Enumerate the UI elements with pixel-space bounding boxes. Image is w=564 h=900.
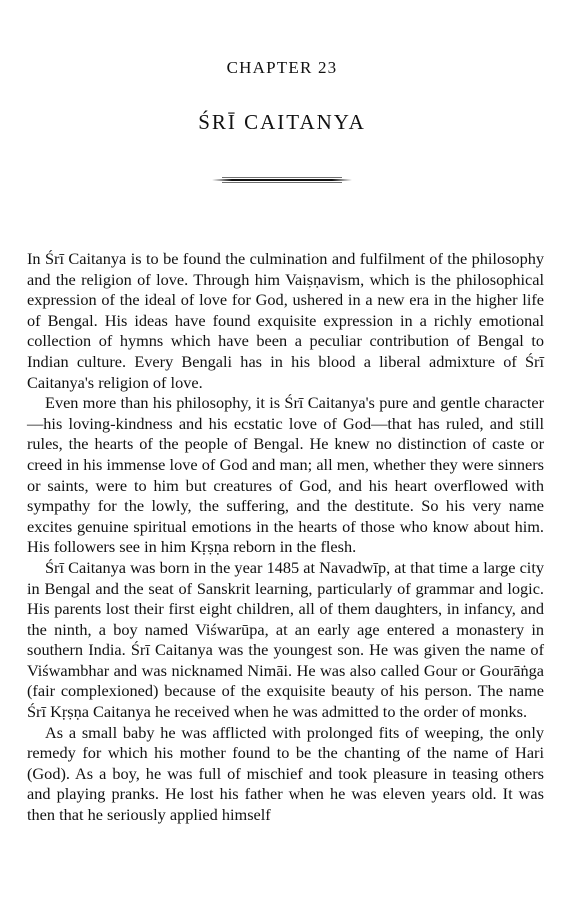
paragraph: Even more than his philosophy, it is Śrī Caitanya's pure and gentle character—his loving-kindness and his ecstatic love of God—that has ruled, and still rules, the hearts of the people of Bengal. He knew no distinction of caste or creed in his immense love of God and man; all men, whether they were sinners or saints, were to him but creatures of God, and his heart overflowed with sympathy for the lowly, the suffering, and the destitute. So his very name excites genuine spiritual emotions in the hearts of those who know about him. His followers see in him Kṛṣṇa reborn in the flesh.: [27, 393, 544, 557]
paragraph: In Śrī Caitanya is to be found the culmination and fulfilment of the philosophy and the religion of love. Through him Vaiṣṇavism, which is the philosophical expression of the ideal of love for God, ushered in a new era in the higher life of Bengal. His ideas have found exquisite expression in a richly emotional collection of hymns which have been a peculiar contribution of Bengal to Indian culture. Every Bengali has in his blood a liberal admixture of Śrī Caitanya's religion of love.: [27, 249, 544, 392]
paragraph: As a small baby he was afflicted with prolonged fits of weeping, the only remedy for which his mother found to be the chanting of the name of Hari (God). As a boy, he was full of mischief and took pleasure in teasing others and playing pranks. He lost his father when he was eleven years old. It was then that he seriously applied himself: [27, 722, 544, 825]
chapter-title: ŚRĪ CAITANYA: [198, 110, 366, 134]
paragraph: Śrī Caitanya was born in the year 1485 at Navadwīp, at that time a large city in Bengal and the seat of Sanskrit learning, particularly of grammar and logic. His parents lost their first eight children, all of them daughters, in infancy, and the ninth, a boy named Viśwarūpa, at an early age entered a monastery in southern India. Śrī Caitanya was the youngest son. He was given the name of Viśwambhar and was nicknamed Nimāi. He was also called Gour or Gourāṅga (fair complexioned) because of the exquisite beauty of his person. The name Śrī Kṛṣṇa Caitanya he received when he was admitted to the order of monks.: [27, 557, 544, 722]
chapter-body: [27, 249, 544, 826]
ornament-divider: [212, 176, 352, 184]
chapter-number: CHAPTER 23: [226, 58, 338, 77]
